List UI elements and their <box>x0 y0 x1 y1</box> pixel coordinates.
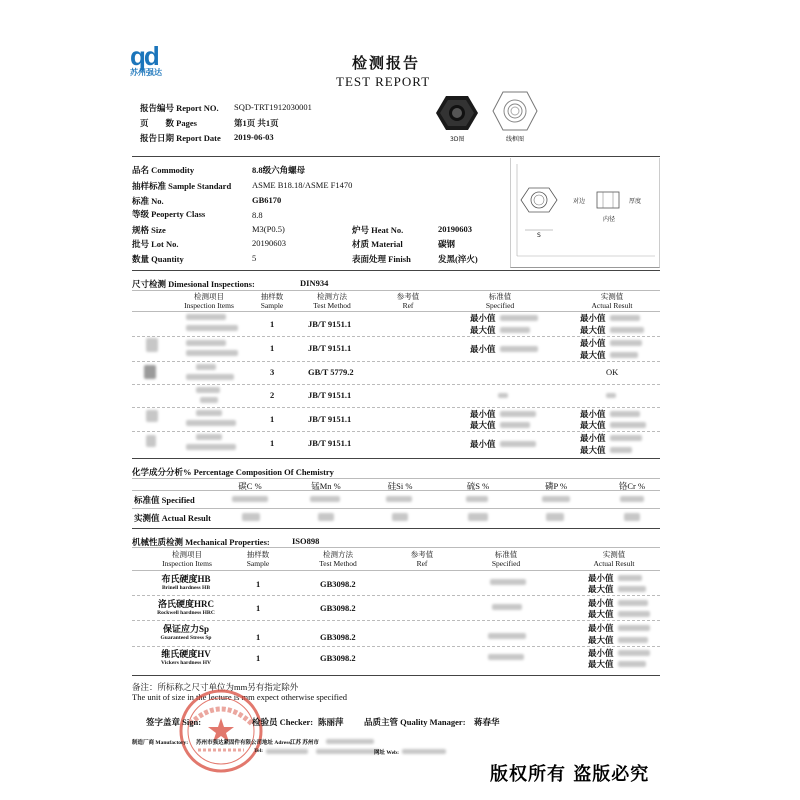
nut-3d-image <box>436 94 478 137</box>
mech-row-2-actual-max: 最大值 <box>588 609 614 619</box>
mechanical-standard: ISO898 <box>292 536 320 546</box>
redacted-item <box>146 410 158 422</box>
redacted-value <box>500 441 536 447</box>
chemistry-title: 化学成分分析% Percentage Composition Of Chemistry <box>132 467 334 477</box>
chem-header-s: 硫S % <box>466 481 490 491</box>
dimensional-title: 尺寸检测 Dimesional Inspections: <box>132 279 255 289</box>
redacted-item <box>146 338 158 352</box>
divider <box>132 458 660 459</box>
finish-value: 发黑(淬火) <box>438 254 478 264</box>
chem-header-c: 碳C % <box>238 481 262 491</box>
redacted-value <box>546 513 564 521</box>
mech-row-1-method: GB3098.2 <box>320 579 356 589</box>
divider <box>132 595 660 596</box>
dim-row-6-spec-min: 最小值 <box>470 439 496 449</box>
meta-pages-value: 第1页 共1页 <box>234 118 279 128</box>
footer-address-label: 地址 Adress: <box>262 740 293 746</box>
quality-manager-name: 蒋春华 <box>474 717 500 727</box>
dim-row-5-method: JB/T 9151.1 <box>308 414 352 424</box>
grade-label: 等级 Peoperty Class <box>132 209 206 219</box>
redacted-value <box>498 393 508 398</box>
dim-row-5-spec-min: 最小值 <box>470 409 496 419</box>
mech-header-method: 检测方法 Test Method <box>319 550 357 568</box>
redacted-value <box>232 496 268 502</box>
redacted-value <box>488 633 526 639</box>
redacted-item <box>196 387 220 393</box>
mech-header-actual: 实测值 Actual Result <box>593 550 635 568</box>
dim-header-method: 检测方法 Test Method <box>313 292 351 310</box>
dim-row-2-actual-max: 最大值 <box>580 350 606 360</box>
mech-header-sample: 抽样数 Sample <box>246 550 270 568</box>
redacted-value <box>242 513 260 521</box>
notes-en: The unit of size in the lecture is mm expect otherwise specified <box>132 692 348 702</box>
dim-row-6-actual-max: 最大值 <box>580 445 606 455</box>
dim-row-1-spec-max: 最大值 <box>470 325 496 335</box>
quality-manager-label: 品质主管 Quality Manager: <box>364 717 466 727</box>
standard-value: ASME B18.18/ASME F1470 <box>252 180 353 190</box>
dim-row-3-sample: 3 <box>270 367 275 377</box>
drawing-thick-label: 厚度 <box>629 198 642 205</box>
redacted-value <box>488 654 524 660</box>
mech-row-1-sample: 1 <box>256 579 261 589</box>
heat-no-value: 20190603 <box>438 224 472 234</box>
dim-header-sample: 抽样数 Sample <box>260 292 284 310</box>
dim-row-6-method: JB/T 9151.1 <box>308 438 352 448</box>
file-no-value: GB6170 <box>252 195 282 205</box>
meta-report-no-value: SQD-TRT1912030001 <box>234 102 312 112</box>
redacted-value <box>618 637 648 643</box>
divider <box>132 508 660 509</box>
file-no-label: 标准 No. <box>132 196 164 206</box>
dim-header-ref: 参考值 Ref <box>396 292 420 310</box>
dim-row-3-actual: OK <box>606 367 619 377</box>
redacted-value <box>500 411 536 417</box>
redacted-item <box>196 364 216 370</box>
redacted-value <box>610 340 642 346</box>
dim-row-6-actual-min: 最小值 <box>580 433 606 443</box>
logo-text: 苏州强达 <box>130 68 162 77</box>
dim-row-4-method: JB/T 9151.1 <box>308 390 352 400</box>
chem-header-si: 硅Si % <box>387 481 413 491</box>
redacted-value <box>618 661 646 667</box>
redacted-value <box>542 496 570 502</box>
dim-row-3-method: GB/T 5779.2 <box>308 367 354 377</box>
divider <box>132 675 660 676</box>
lot-no-label: 批号 Lot No. <box>132 239 179 249</box>
chem-actual-label: 实测值 Actual Result <box>134 513 211 523</box>
redacted-item <box>186 325 238 331</box>
mech-row-1-item: 布氏硬度HB Brinell hardness HB <box>161 574 211 591</box>
divider <box>132 270 660 271</box>
dim-row-1-actual-min: 最小值 <box>580 313 606 323</box>
lot-no-value: 20190603 <box>252 238 286 248</box>
drawing-across-label: 对边 <box>573 198 586 205</box>
drawing-inner-label: 内径 <box>603 216 616 223</box>
mech-row-2-method: GB3098.2 <box>320 603 356 613</box>
dim-row-5-actual-max: 最大值 <box>580 420 606 430</box>
redacted-value <box>618 575 642 581</box>
redacted-item <box>200 397 218 403</box>
redacted-item <box>186 340 226 346</box>
redacted-value <box>618 625 650 631</box>
redacted-item <box>186 444 236 450</box>
report-title-cn: 检测报告 <box>352 56 421 72</box>
divider <box>132 384 660 385</box>
redacted-value <box>326 739 374 744</box>
redacted-value <box>618 650 650 656</box>
redacted-item <box>196 410 222 416</box>
divider <box>132 156 660 157</box>
nut-3d-label: 3D图 <box>450 136 465 143</box>
dim-row-1-spec-min: 最小值 <box>470 313 496 323</box>
grade-value: 8.8 <box>252 210 263 220</box>
mech-row-2-sample: 1 <box>256 603 261 613</box>
dim-row-5-actual-min: 最小值 <box>580 409 606 419</box>
redacted-value <box>392 513 408 521</box>
mechanical-title: 机械性质检测 Mechanical Properties: <box>132 537 270 547</box>
sign-label: 签字盖章 Sign: <box>146 717 202 727</box>
dim-header-actual: 实测值 Actual Result <box>591 292 633 310</box>
redacted-value <box>500 346 538 352</box>
redacted-item <box>186 350 238 356</box>
chem-header-mn: 锰Mn % <box>311 481 341 491</box>
notes-cn: 备注：所标称之尺寸单位为mm另有指定除外 <box>132 682 299 692</box>
footer-manufactory-label: 制造厂商 Manufactory: <box>132 740 189 746</box>
mech-row-3-actual-max: 最大值 <box>588 635 614 645</box>
footer-manufactory-value: 苏州市强达紧固件有限公司 <box>196 740 263 746</box>
redacted-item <box>186 420 236 426</box>
redacted-value <box>618 600 648 606</box>
commodity-label: 品名 Commodity <box>132 165 195 175</box>
dim-row-2-spec-min: 最小值 <box>470 344 496 354</box>
size-value: M3(P0.5) <box>252 224 285 234</box>
divider <box>132 646 660 647</box>
redacted-value <box>310 496 340 502</box>
redacted-value <box>490 579 526 585</box>
redacted-value <box>610 447 632 453</box>
redacted-value <box>610 411 640 417</box>
mech-row-3-actual-min: 最小值 <box>588 623 614 633</box>
footer-web-label: 网址 Web: <box>374 750 399 756</box>
commodity-value: 8.8级六角螺母 <box>252 165 306 175</box>
mech-row-2-item: 洛氏硬度HRC Rockwell hardness HRC <box>157 599 215 616</box>
footer-tel-label: Tel: <box>254 748 263 754</box>
divider <box>132 290 660 291</box>
divider <box>132 570 660 571</box>
dim-row-5-sample: 1 <box>270 414 275 424</box>
redacted-item <box>186 314 226 320</box>
logo-letters: qd <box>130 41 158 71</box>
nut-technical-drawing <box>510 158 660 268</box>
dim-row-6-sample: 1 <box>270 438 275 448</box>
divider <box>132 528 660 529</box>
mech-row-3-sample: 1 <box>256 632 261 642</box>
dim-row-1-sample: 1 <box>270 319 275 329</box>
redacted-value <box>610 422 646 428</box>
standard-label: 抽样标准 Sample Standard <box>132 181 232 191</box>
redacted-value <box>618 611 650 617</box>
mech-row-3-item: 保证应力Sp Guaranteed Stress Sp <box>160 624 212 641</box>
redacted-value <box>610 327 644 333</box>
dim-row-1-method: JB/T 9151.1 <box>308 319 352 329</box>
redacted-value <box>606 393 616 398</box>
quantity-label: 数量 Quantity <box>132 254 184 264</box>
dim-header-items: 检测项目 Inspection Items <box>184 292 234 310</box>
redacted-value <box>386 496 412 502</box>
redacted-value <box>266 749 308 754</box>
dim-row-2-method: JB/T 9151.1 <box>308 343 352 353</box>
dim-row-2-sample: 1 <box>270 343 275 353</box>
report-title-en: TEST REPORT <box>336 74 431 89</box>
redacted-value <box>500 422 530 428</box>
mech-header-items: 检测项目 Inspection Items <box>162 550 212 568</box>
divider <box>132 620 660 621</box>
meta-date-label: 报告日期 Report Date <box>140 133 221 143</box>
mech-row-1-actual-max: 最大值 <box>588 584 614 594</box>
divider <box>132 490 660 491</box>
redacted-value <box>402 749 446 754</box>
mech-row-4-item: 维氏硬度HV Vickers hardness HV <box>161 649 211 666</box>
mech-row-4-sample: 1 <box>256 653 261 663</box>
redacted-value <box>316 749 380 754</box>
footer-address-value: 江苏 苏州市 <box>290 740 319 746</box>
divider <box>132 547 660 548</box>
redacted-value <box>468 513 488 521</box>
redacted-value <box>492 604 522 610</box>
meta-pages-label: 页 数 Pages <box>140 118 197 128</box>
dimensional-standard: DIN934 <box>300 278 329 288</box>
mech-row-1-actual-min: 最小值 <box>588 573 614 583</box>
chem-header-p: 磷P % <box>544 481 568 491</box>
heat-no-label: 炉号 Heat No. <box>352 225 404 235</box>
drawing-s-label: S <box>537 232 541 239</box>
redacted-item <box>144 365 156 379</box>
dim-row-2-actual-min: 最小值 <box>580 338 606 348</box>
redacted-item <box>186 374 234 380</box>
finish-label: 表面处理 Finish <box>352 254 411 264</box>
dim-header-spec: 标准值 Specified <box>485 292 515 310</box>
redacted-value <box>500 315 538 321</box>
meta-report-no-label: 报告编号 Report NO. <box>140 103 219 113</box>
checker-label: 检验员 Checker: <box>252 717 314 727</box>
redacted-value <box>610 352 638 358</box>
meta-date-value: 2019-06-03 <box>234 132 274 142</box>
quantity-value: 5 <box>252 253 257 263</box>
mech-row-3-method: GB3098.2 <box>320 632 356 642</box>
mech-row-4-actual-max: 最大值 <box>588 659 614 669</box>
redacted-value <box>618 586 646 592</box>
checker-name: 陈丽萍 <box>318 717 344 727</box>
mech-header-spec: 标准值 Specified <box>491 550 521 568</box>
mech-row-4-method: GB3098.2 <box>320 653 356 663</box>
dim-row-5-spec-max: 最大值 <box>470 420 496 430</box>
redacted-value <box>466 496 488 502</box>
redacted-value <box>500 327 530 333</box>
redacted-item <box>146 435 156 447</box>
material-value: 碳钢 <box>438 239 456 249</box>
dim-row-1-actual-max: 最大值 <box>580 325 606 335</box>
company-logo <box>130 41 174 80</box>
redacted-item <box>196 434 222 440</box>
divider <box>132 478 660 479</box>
chem-specified-label: 标准值 Specified <box>134 495 195 505</box>
company-stamp <box>178 688 264 774</box>
mech-row-4-actual-min: 最小值 <box>588 648 614 658</box>
nut-wireframe-label: 线框图 <box>506 136 525 143</box>
redacted-value <box>624 513 640 521</box>
redacted-value <box>318 513 334 521</box>
copyright-notice: 版权所有 盗版必究 <box>490 764 650 785</box>
divider <box>132 361 660 362</box>
redacted-value <box>620 496 644 502</box>
dim-row-4-sample: 2 <box>270 390 275 400</box>
redacted-value <box>610 435 642 441</box>
nut-wireframe-image <box>492 90 538 137</box>
material-label: 材质 Material <box>352 239 403 249</box>
mech-header-ref: 参考值 Ref <box>410 550 434 568</box>
chem-header-cr: 铬Cr % <box>618 481 646 491</box>
size-label: 规格 Size <box>132 225 166 235</box>
mech-row-2-actual-min: 最小值 <box>588 598 614 608</box>
redacted-value <box>610 315 640 321</box>
